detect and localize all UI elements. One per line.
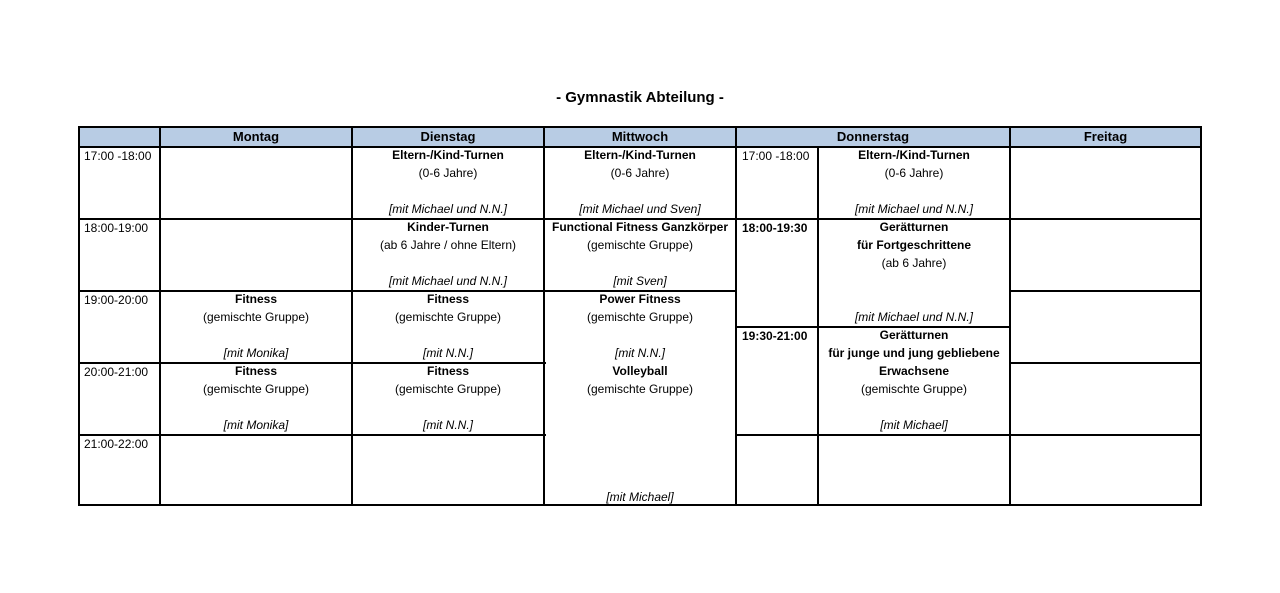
course-trainer: [mit Michael] xyxy=(606,490,674,504)
header-corner-cell xyxy=(80,128,159,146)
course-mittwoch-17 xyxy=(545,146,735,218)
course-group: (gemischte Gruppe) xyxy=(860,382,968,396)
header-freitag: Freitag xyxy=(1083,129,1128,144)
course-trainer: [mit Michael und Sven] xyxy=(579,202,701,216)
course-dienstag-17 xyxy=(353,146,543,218)
course-title-line-3: Erwachsene xyxy=(878,364,950,378)
schedule-table xyxy=(78,126,1202,506)
course-dienstag-18 xyxy=(353,218,543,290)
course-trainer: [mit N.N.] xyxy=(615,346,665,360)
course-title: Gerätturnen xyxy=(879,220,949,234)
course-trainer: [mit N.N.] xyxy=(423,346,473,360)
course-group: (gemischte Gruppe) xyxy=(202,310,310,324)
course-age: (0-6 Jahre) xyxy=(884,166,944,180)
course-title-line-2: für Fortgeschrittene xyxy=(856,238,971,252)
course-group: (gemischte Gruppe) xyxy=(202,382,310,396)
course-title: Volleyball xyxy=(612,364,668,378)
course-title: Fitness xyxy=(234,292,277,306)
course-title: Eltern-/Kind-Turnen xyxy=(584,148,696,162)
course-age: (ab 6 Jahre) xyxy=(881,256,947,270)
time-slot-1: 17:00 -18:00 xyxy=(84,149,152,163)
course-title-line-2: für junge und jung gebliebene xyxy=(828,346,1000,360)
course-donnerstag-18 xyxy=(819,218,1009,326)
course-age: (0-6 Jahre) xyxy=(418,166,478,180)
course-title: Fitness xyxy=(426,292,469,306)
border-right xyxy=(1200,126,1202,506)
header-dienstag: Dienstag xyxy=(420,129,476,144)
time-slot-3: 19:00-20:00 xyxy=(84,293,149,307)
course-group: (gemischte Gruppe) xyxy=(586,310,694,324)
course-trainer: [mit Sven] xyxy=(613,274,667,288)
header-montag: Montag xyxy=(232,129,280,144)
course-title: Fitness xyxy=(426,364,469,378)
col-divider-donnerstag xyxy=(1009,126,1011,506)
course-age: (ab 6 Jahre / ohne Eltern) xyxy=(379,238,517,252)
course-trainer: [mit Michael und N.N.] xyxy=(388,274,508,288)
col-divider-mittwoch xyxy=(735,126,737,506)
border-top xyxy=(78,126,1202,128)
course-group: (gemischte Gruppe) xyxy=(586,382,694,396)
course-trainer: [mit Michael und N.N.] xyxy=(854,202,974,216)
row-divider-2b xyxy=(1009,290,1202,292)
time-slot-5: 21:00-22:00 xyxy=(84,437,149,451)
course-dienstag-19 xyxy=(353,290,543,362)
course-trainer: [mit Monika] xyxy=(223,418,289,432)
course-trainer: [mit N.N.] xyxy=(423,418,473,432)
course-title: Fitness xyxy=(234,364,277,378)
course-group: (gemischte Gruppe) xyxy=(586,238,694,252)
course-age: (0-6 Jahre) xyxy=(610,166,670,180)
header-mittwoch: Mittwoch xyxy=(611,129,669,144)
donnerstag-time-1: 17:00 -18:00 xyxy=(742,149,810,163)
donnerstag-time-3: 19:30-21:00 xyxy=(742,329,808,343)
course-title: Eltern-/Kind-Turnen xyxy=(858,148,970,162)
course-mittwoch-20 xyxy=(545,362,735,506)
course-trainer: [mit Michael und N.N.] xyxy=(854,310,974,324)
course-group: (gemischte Gruppe) xyxy=(394,382,502,396)
course-trainer: [mit Monika] xyxy=(223,346,289,360)
course-mittwoch-19 xyxy=(545,290,735,362)
course-trainer: [mit Michael und N.N.] xyxy=(388,202,508,216)
course-donnerstag-17 xyxy=(819,146,1009,218)
course-title: Eltern-/Kind-Turnen xyxy=(392,148,504,162)
course-title: Functional Fitness Ganzkörper xyxy=(551,220,729,234)
course-title: Kinder-Turnen xyxy=(407,220,489,234)
course-montag-20 xyxy=(161,362,351,434)
course-mittwoch-18 xyxy=(545,218,735,290)
row-divider-4a xyxy=(78,434,546,436)
course-group: (gemischte Gruppe) xyxy=(394,310,502,324)
row-divider-4b xyxy=(735,434,1202,436)
time-slot-4: 20:00-21:00 xyxy=(84,365,149,379)
course-dienstag-20 xyxy=(353,362,543,434)
border-left xyxy=(78,126,80,506)
course-title: Power Fitness xyxy=(599,292,681,306)
course-title: Gerätturnen xyxy=(879,328,949,342)
course-donnerstag-1930 xyxy=(819,326,1009,434)
time-slot-2: 18:00-19:00 xyxy=(84,221,149,235)
page-title: - Gymnastik Abteilung - xyxy=(556,89,724,106)
donnerstag-time-2: 18:00-19:30 xyxy=(742,221,808,235)
header-donnerstag: Donnerstag xyxy=(836,129,910,144)
course-trainer: [mit Michael] xyxy=(880,418,948,432)
course-montag-19 xyxy=(161,290,351,362)
row-divider-3b xyxy=(1009,362,1202,364)
